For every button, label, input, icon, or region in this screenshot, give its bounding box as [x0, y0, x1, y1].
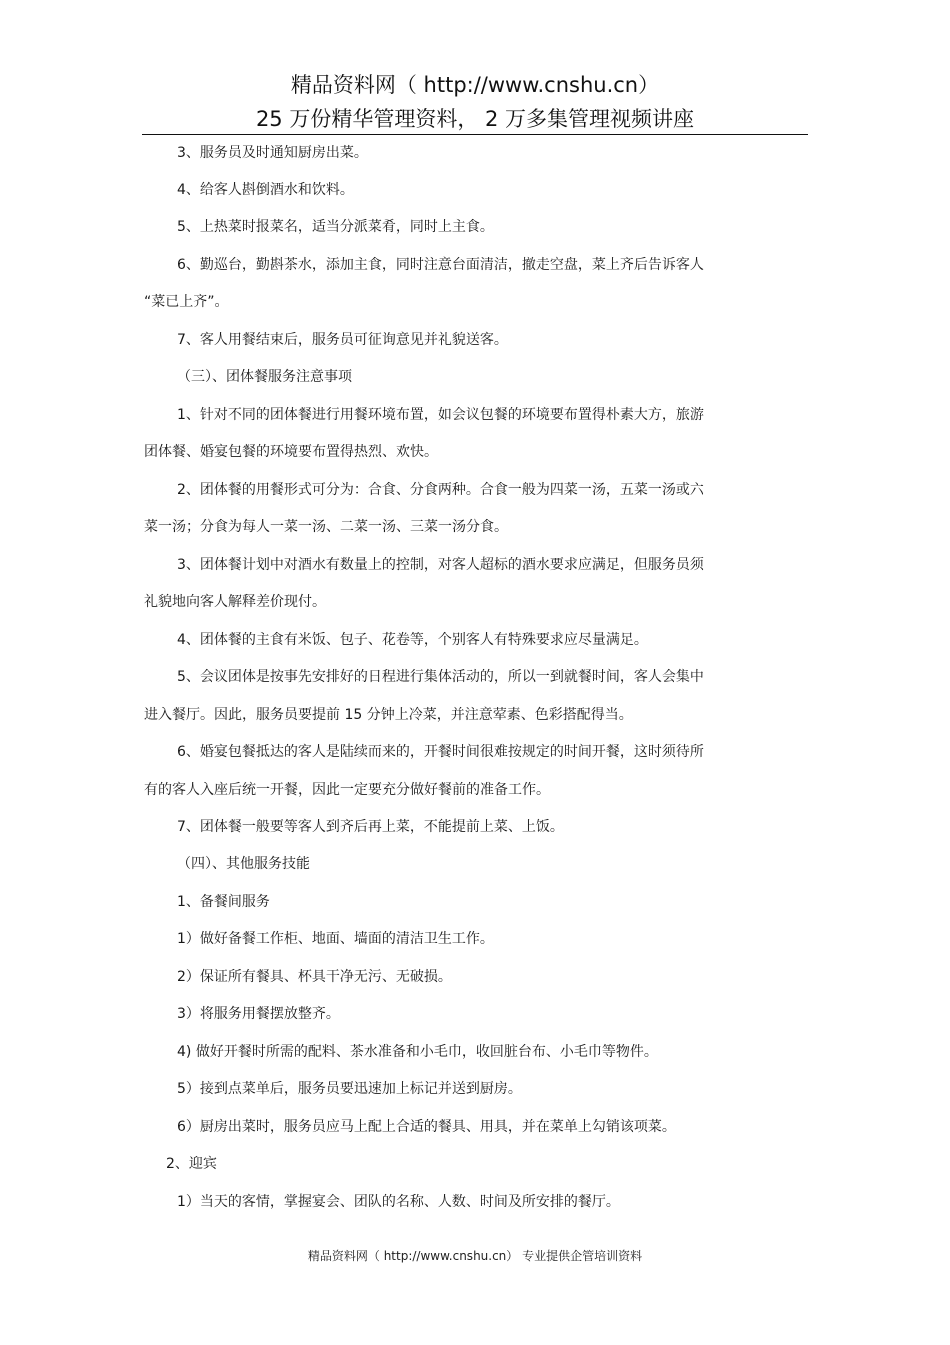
paragraph-line: 6、勤巡台，勤斟茶水，添加主食，同时注意台面清洁，撤走空盘，菜上齐后告诉客人 [177, 257, 704, 273]
paragraph-line: 5、会议团体是按事先安排好的日程进行集体活动的，所以一到就餐时间，客人会集中 [177, 669, 704, 685]
paragraph-line: “菜已上齐”。 [144, 294, 229, 310]
paragraph-line: 4) 做好开餐时所需的配料、茶水准备和小毛巾，收回脏台布、小毛巾等物件。 [177, 1044, 658, 1060]
paragraph-line: 2、团体餐的用餐形式可分为：合食、分食两种。合食一般为四菜一汤，五菜一汤或六 [177, 482, 704, 498]
paragraph-line: 有的客人入座后统一开餐，因此一定要充分做好餐前的准备工作。 [144, 782, 550, 798]
paragraph-line: 团体餐、婚宴包餐的环境要布置得热烈、欢快。 [144, 444, 438, 460]
section-heading: （四）、其他服务技能 [177, 856, 310, 872]
paragraph-line: 3、服务员及时通知厨房出菜。 [177, 145, 368, 161]
header-title: 精品资料网（ http://www.cnshu.cn） [290, 73, 660, 97]
paragraph-line: 礼貌地向客人解释差价现付。 [144, 594, 326, 610]
paragraph-line: 4、给客人斟倒酒水和饮料。 [177, 182, 354, 198]
paragraph-line: 3、团体餐计划中对酒水有数量上的控制，对客人超标的酒水要求应满足，但服务员须 [177, 557, 704, 573]
paragraph-line: 6、婚宴包餐抵达的客人是陆续而来的，开餐时间很难按规定的时间开餐，这时须待所 [177, 744, 704, 760]
header-divider [142, 134, 808, 135]
paragraph-line: 4、团体餐的主食有米饭、包子、花卷等，个别客人有特殊要求应尽量满足。 [177, 632, 648, 648]
paragraph-line: 3）将服务用餐摆放整齐。 [177, 1006, 340, 1022]
paragraph-line: 2）保证所有餐具、杯具干净无污、无破损。 [177, 969, 452, 985]
paragraph-line: 1）做好备餐工作柜、地面、墙面的清洁卫生工作。 [177, 931, 494, 947]
paragraph-line: 进入餐厅。因此，服务员要提前 15 分钟上冷菜，并注意荤素、色彩搭配得当。 [144, 707, 633, 723]
section-heading: （三）、团体餐服务注意事项 [177, 369, 352, 385]
paragraph-line: 5）接到点菜单后，服务员要迅速加上标记并送到厨房。 [177, 1081, 522, 1097]
paragraph-line: 1、针对不同的团体餐进行用餐环境布置，如会议包餐的环境要布置得朴素大方，旅游 [177, 407, 704, 423]
paragraph-line: 7、客人用餐结束后，服务员可征询意见并礼貌送客。 [177, 332, 508, 348]
subsection-heading: 1、备餐间服务 [177, 894, 270, 910]
subsection-heading: 2、迎宾 [166, 1156, 217, 1172]
paragraph-line: 7、团体餐一般要等客人到齐后再上菜，不能提前上菜、上饭。 [177, 819, 564, 835]
paragraph-line: 1）当天的客情，掌握宴会、团队的名称、人数、时间及所安排的餐厅。 [177, 1194, 620, 1210]
paragraph-line: 6）厨房出菜时，服务员应马上配上合适的餐具、用具，并在菜单上勾销该项菜。 [177, 1119, 676, 1135]
header-subtitle: 25 万份精华管理资料， 2 万多集管理视频讲座 [255, 107, 695, 131]
page-footer: 精品资料网（ http://www.cnshu.cn） 专业提供企管培训资料 [307, 1249, 643, 1263]
paragraph-line: 5、上热菜时报菜名，适当分派菜肴，同时上主食。 [177, 219, 494, 235]
paragraph-line: 菜一汤；分食为每人一菜一汤、二菜一汤、三菜一汤分食。 [144, 519, 508, 535]
